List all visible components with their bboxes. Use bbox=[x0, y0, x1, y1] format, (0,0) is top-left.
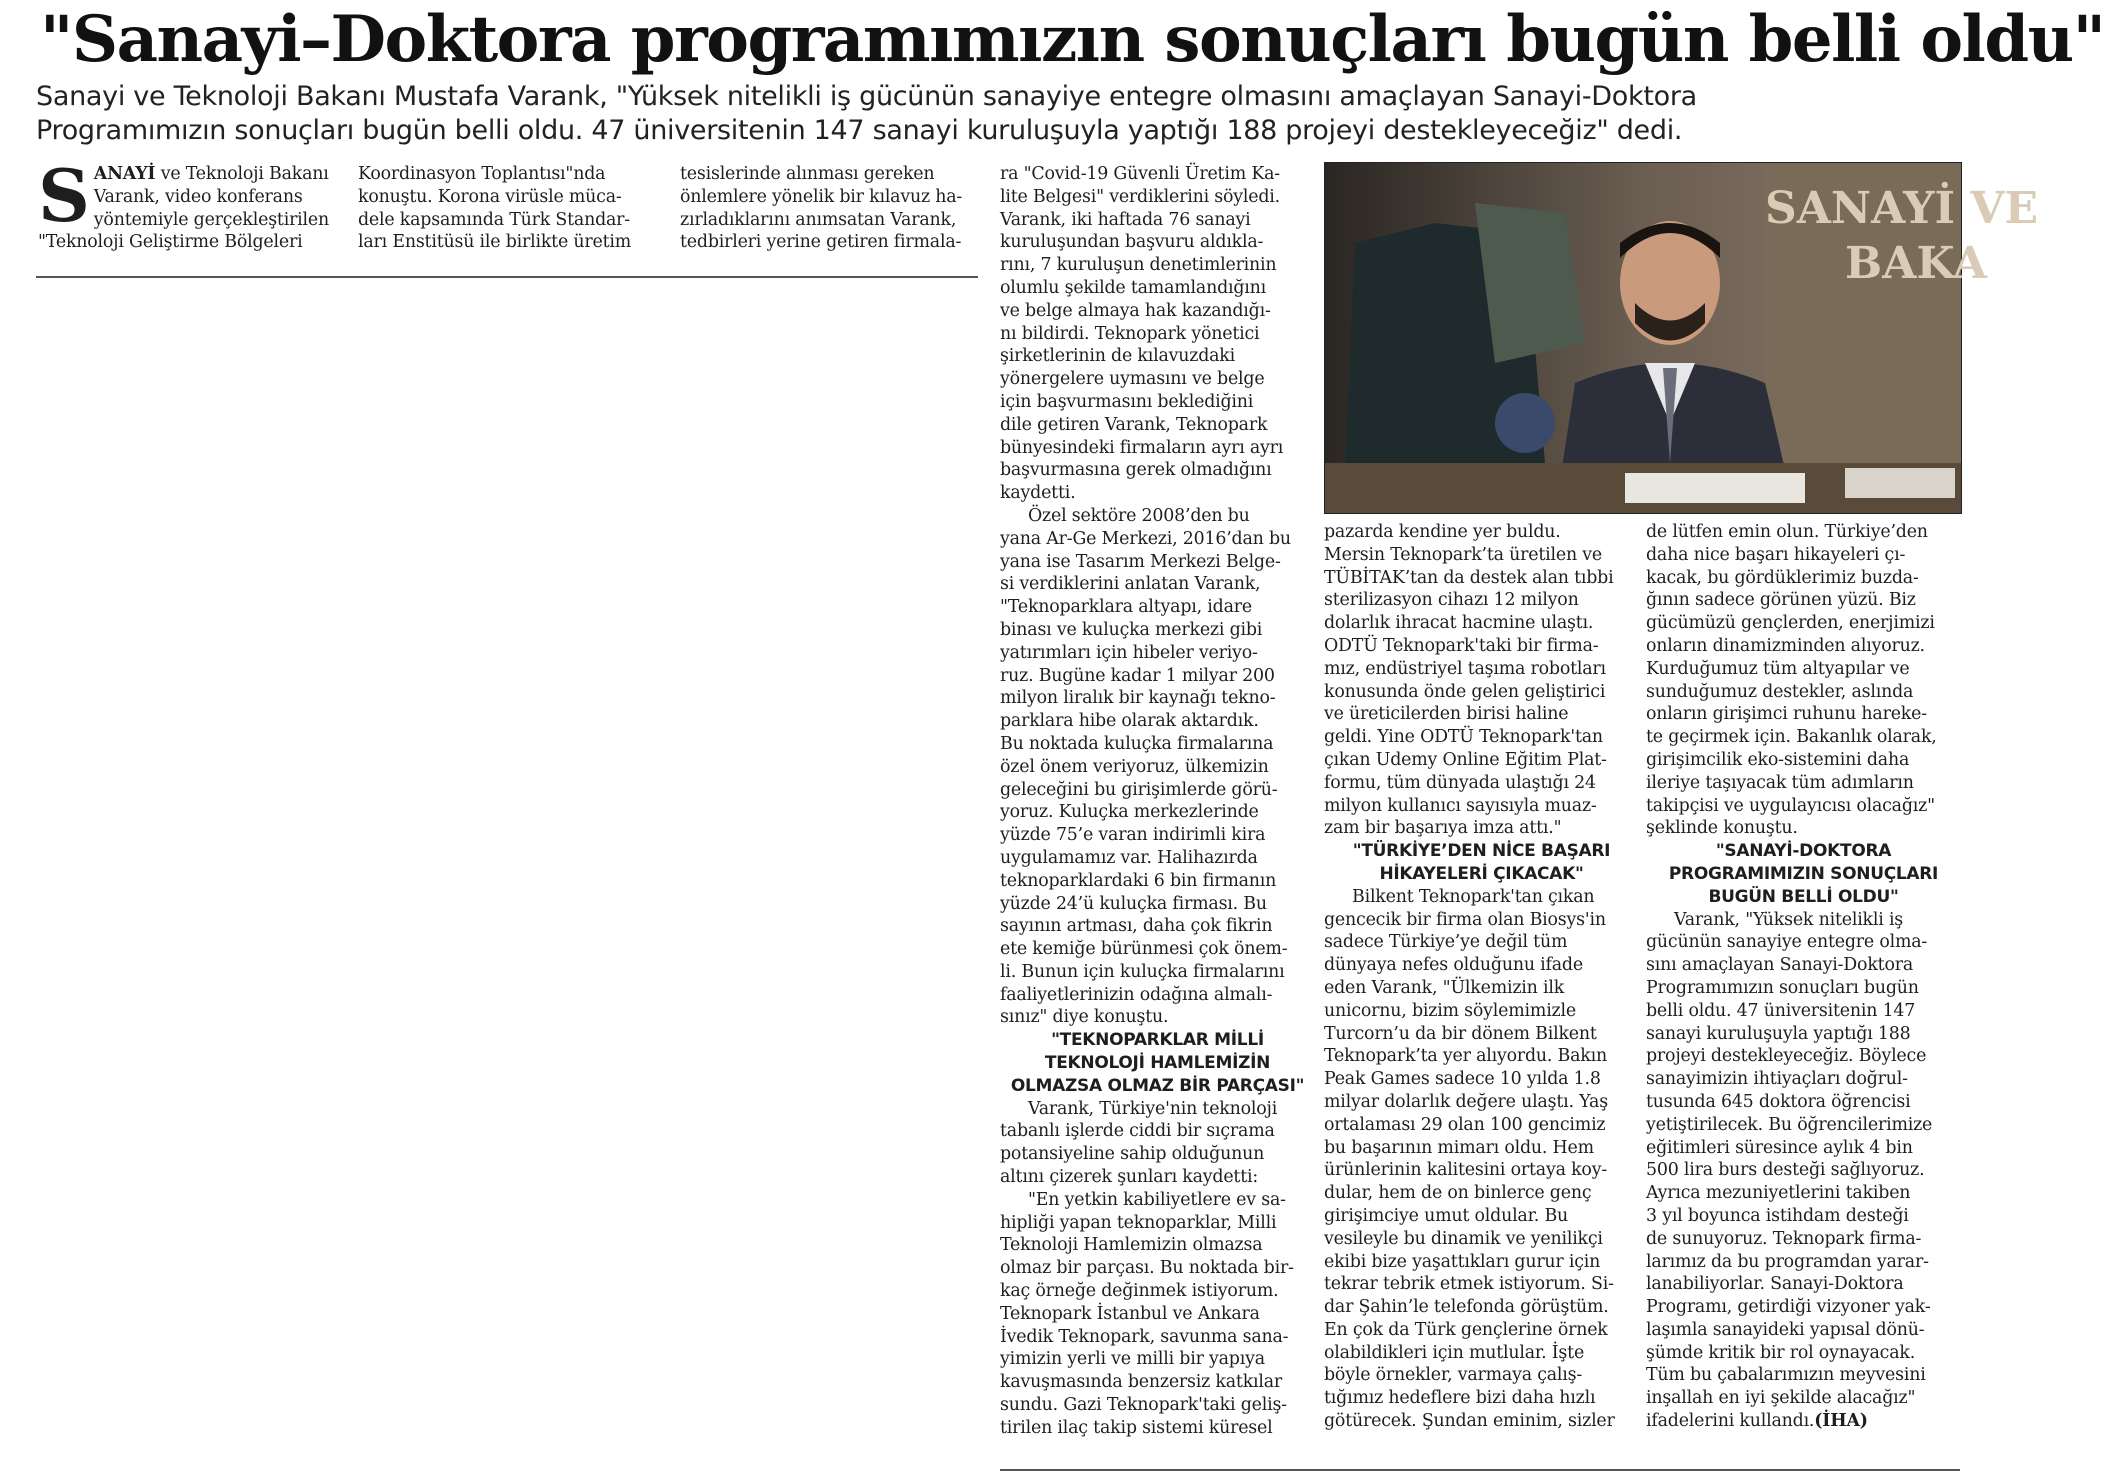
headline: "Sanayi–Doktora programımızın sonuçları bugün belli oldu" bbox=[40, 2, 2104, 77]
text-line: zırladıklarını anımsatan Varank, bbox=[680, 209, 957, 230]
text-line: inşallah en iyi şekilde alacağız" bbox=[1646, 1388, 1916, 1409]
text-line: larımız da bu programdan yarar- bbox=[1646, 1251, 1929, 1272]
text-line: sanayimizin ihtiyaçları doğrul- bbox=[1646, 1069, 1908, 1090]
text-line: kacak, bu gördüklerimiz buzda- bbox=[1646, 567, 1919, 588]
text-line: yetiştirilecek. Bu öğrencilerimize bbox=[1646, 1114, 1933, 1135]
subheading-line: HİKAYELERİ ÇIKACAK" bbox=[1379, 863, 1584, 884]
text-line: "Teknoparklara altyapı, idare bbox=[1000, 597, 1252, 618]
text-line: dular, hem de on binlerce genç bbox=[1324, 1183, 1592, 1204]
text-line: dile getiren Varank, Teknopark bbox=[1000, 414, 1268, 435]
text-line: Programımızın sonuçları bugün bbox=[1646, 977, 1919, 998]
subheading-line: "TÜRKİYE’DEN NİCE BAŞARI bbox=[1352, 841, 1611, 862]
text-line: yatırımları için hibeler veriyo- bbox=[1000, 642, 1258, 663]
subheading-line: TEKNOLOJİ HAMLEMİZİN bbox=[1044, 1053, 1271, 1074]
text-line: teknoparklardaki 6 bin firmanın bbox=[1000, 870, 1277, 891]
text-line: 3 yıl boyunca istihdam desteği bbox=[1646, 1205, 1909, 1226]
text-line: Varank, "Yüksek nitelikli iş bbox=[1674, 909, 1904, 930]
text-line: zam bir başarıya imza attı." bbox=[1324, 818, 1562, 839]
text-line: Bu noktada kuluçka firmalarına bbox=[1000, 733, 1274, 754]
text-line: tesislerinde alınması gereken bbox=[680, 164, 935, 184]
text-line: kavuşmasında benzersiz katkılar bbox=[1000, 1372, 1283, 1393]
text-line: dünyaya nefes olduğunu ifade bbox=[1324, 955, 1583, 976]
text-line: formu, tüm dünyada ulaştığı 24 bbox=[1324, 772, 1596, 793]
text-line: altını çizerek şunları kaydetti: bbox=[1000, 1167, 1259, 1188]
text-line: te geçirmek için. Bakanlık olarak, bbox=[1646, 727, 1937, 748]
text-line: Peak Games sadece 10 yılda 1.8 bbox=[1324, 1069, 1601, 1090]
text-line: dele kapsamında Türk Standar- bbox=[358, 209, 630, 230]
text-line: onların dinamizminden alıyoruz. bbox=[1646, 635, 1925, 656]
bottom-rule bbox=[1000, 1469, 1960, 1471]
column-3 bbox=[680, 163, 980, 254]
text-line: eden Varank, "Ülkemizin ilk bbox=[1324, 977, 1565, 998]
text-line: tirilen ilaç takip sistemi küresel bbox=[1000, 1417, 1273, 1438]
text-line: yana Ar-Ge Merkezi, 2016’dan bu bbox=[1000, 528, 1291, 549]
text-line: için başvurmasını beklediğini bbox=[1000, 391, 1254, 412]
text-line: kuruluşundan başvuru aldıkla- bbox=[1000, 232, 1264, 253]
text-line: lite Belgesi" verdiklerini söyledi. bbox=[1000, 186, 1280, 207]
column-1 bbox=[38, 153, 368, 254]
text-line: ileriye taşıyacak tüm adımların bbox=[1646, 772, 1914, 793]
text-line: tekrar tebrik etmek istiyorum. Si- bbox=[1324, 1274, 1614, 1295]
text-line: yüzde 75’e varan indirimli kira bbox=[1000, 825, 1266, 846]
text-line: yöntemiyle gerçekleştirilen bbox=[93, 209, 329, 230]
column-5 bbox=[1324, 521, 1639, 1433]
text-line: sanayi kuruluşuyla yaptığı 188 bbox=[1646, 1023, 1911, 1044]
text-line: Teknopark İstanbul ve Ankara bbox=[1000, 1303, 1260, 1324]
text-line: sını amaçlayan Sanayi-Doktora bbox=[1646, 955, 1913, 976]
text-line: (İHA) bbox=[1814, 1411, 1868, 1432]
text-line: sunduğumuz destekler, aslında bbox=[1646, 681, 1914, 702]
text-line: yimizin yerli ve milli bir yapıya bbox=[1000, 1349, 1265, 1370]
text-line: böyle örnekler, varmaya çalış- bbox=[1324, 1365, 1583, 1386]
text-line: pazarda kendine yer buldu. bbox=[1324, 522, 1561, 542]
text-line: ekibi bize yaşattıkları gurur için bbox=[1324, 1251, 1601, 1272]
column-6 bbox=[1646, 521, 1961, 1433]
text-line: bünyesindeki firmaların ayrı ayrı bbox=[1000, 437, 1284, 458]
text-line: olabildikleri için mutlular. İşte bbox=[1324, 1342, 1585, 1363]
text-line: onların girişimci ruhunu hareke- bbox=[1646, 704, 1927, 725]
text-line: milyon liralık bir kaynağı tekno- bbox=[1000, 688, 1276, 709]
text-line: Kurduğumuz tüm altyapılar ve bbox=[1646, 658, 1910, 679]
text-line: sterilizasyon cihazı 12 milyon bbox=[1324, 590, 1579, 611]
subheading-line: BUGÜN BELLİ OLDU" bbox=[1708, 886, 1899, 907]
text-line: daha nice başarı hikayeleri çı- bbox=[1646, 544, 1906, 565]
text-line: takipçisi ve uygulayıcısı olacağız" bbox=[1646, 795, 1935, 816]
text-line: Teknoloji Hamlemizin olmazsa bbox=[1000, 1235, 1263, 1256]
text-line: dar Şahin’le telefonda görüştüm. bbox=[1324, 1297, 1609, 1318]
text-line: özel önem veriyoruz, ülkemizin bbox=[1000, 756, 1269, 777]
text-line: kaydetti. bbox=[1000, 483, 1076, 504]
text-line: sayının artması, daha çok fikrin bbox=[1000, 916, 1273, 937]
text-line: geleceğini bu girişimlerde görü- bbox=[1000, 779, 1278, 800]
text-line: ve Teknoloji Bakanı bbox=[155, 164, 329, 184]
text-line: yüzde 24’ü kuluçka firması. Bu bbox=[1000, 893, 1267, 914]
deck-line: Programımızın sonuçları bugün belli oldu. 47 üniversitenin 147 sanayi kuruluşuyla yaptığı 188 projeyi destekleyeceğiz" dedi. bbox=[36, 115, 1683, 146]
text-line: Turcorn’u da bir dönem Bilkent bbox=[1324, 1023, 1597, 1044]
wall-sign-line2: BAKA bbox=[1845, 238, 1987, 289]
text-line: Varank, Türkiye'nin teknoloji bbox=[1028, 1098, 1278, 1119]
text-line: ortalaması 29 olan 100 gencimiz bbox=[1324, 1114, 1606, 1135]
text-line: potansiyeline sahip olduğunun bbox=[1000, 1144, 1265, 1165]
text-line: İvedik Teknopark, savunma sana- bbox=[1000, 1326, 1289, 1347]
lead-word: ANAYİ bbox=[93, 164, 156, 184]
text-line: dolarlık ihracat hacmine ulaştı. bbox=[1324, 613, 1594, 634]
text-line: li. Bunun için kuluçka firmalarını bbox=[1000, 961, 1285, 982]
text-line: de sunuyoruz. Teknopark firma- bbox=[1646, 1228, 1922, 1249]
text-line: tusunda 645 doktora öğrencisi bbox=[1646, 1091, 1911, 1112]
text-line: bu başarının mimarı oldu. Hem bbox=[1324, 1137, 1594, 1158]
text-line: mız, endüstriyel taşıma robotları bbox=[1324, 658, 1606, 679]
text-line: Teknopark’ta yer alıyordu. Bakın bbox=[1324, 1046, 1608, 1067]
text-line: ruz. Bugüne kadar 1 milyar 200 bbox=[1000, 665, 1275, 686]
subheading-line: OLMAZSA OLMAZ BİR PARÇASI" bbox=[1010, 1075, 1305, 1096]
text-line: Özel sektöre 2008’den bu bbox=[1028, 505, 1250, 526]
text-line: 500 lira burs desteği sağlıyoruz. bbox=[1646, 1160, 1925, 1181]
text-line: Koordinasyon Toplantısı"nda bbox=[358, 164, 606, 184]
text-line: "Teknoloji Geliştirme Bölgeleri bbox=[38, 232, 303, 253]
text-line: ete kemiğe bürünmesi çok önem- bbox=[1000, 939, 1288, 960]
text-line: En çok da Türk gençlerine örnek bbox=[1324, 1319, 1608, 1340]
section-rule bbox=[36, 276, 978, 278]
deck bbox=[36, 80, 1936, 148]
text-line: şümde kritik bir rol oynayacak. bbox=[1646, 1342, 1916, 1363]
text-line: ve belge almaya hak kazandığı- bbox=[1000, 300, 1271, 321]
text-line: Programı, getirdiği vizyoner yak- bbox=[1646, 1297, 1931, 1318]
text-line: Varank, iki haftada 76 sanayi bbox=[1000, 209, 1251, 230]
text-line: yönergelere uymasını ve belge bbox=[1000, 369, 1265, 390]
text-line: girişimciye umut oldular. Bu bbox=[1324, 1205, 1569, 1226]
text-line: Varank, video konferans bbox=[93, 186, 303, 207]
text-line: nı bildirdi. Teknopark yönetici bbox=[1000, 323, 1260, 344]
text-line: girişimcilik eko-sistemini daha bbox=[1646, 749, 1910, 770]
text-line: tedbirleri yerine getiren firmala- bbox=[680, 232, 962, 253]
text-line: si verdiklerini anlatan Varank, bbox=[1000, 574, 1261, 595]
text-line: sundu. Gazi Teknopark'taki geliş- bbox=[1000, 1395, 1287, 1416]
text-line: tabanlı işlerde ciddi bir sıçrama bbox=[1000, 1121, 1275, 1142]
text-line: binası ve kuluçka merkezi gibi bbox=[1000, 619, 1263, 640]
text-line: "En yetkin kabiliyetlere ev sa- bbox=[1028, 1189, 1286, 1210]
text-line: projeyi destekleyeceğiz. Böylece bbox=[1646, 1046, 1927, 1067]
column-4 bbox=[1000, 163, 1315, 1440]
text-line: önlemlere yönelik bir kılavuz ha- bbox=[680, 186, 963, 207]
text-line: çıkan Udemy Online Eğitim Plat- bbox=[1324, 749, 1607, 770]
text-line: yoruz. Kuluçka merkezlerinde bbox=[1000, 802, 1259, 823]
text-line: lanabiliyorlar. Sanayi-Doktora bbox=[1646, 1274, 1904, 1295]
text-line: yana ise Tasarım Merkezi Belge- bbox=[1000, 551, 1281, 572]
text-line: götürecek. Şundan eminim, sizler bbox=[1324, 1411, 1615, 1432]
text-line: şeklinde konuştu. bbox=[1646, 818, 1798, 839]
text-line: eğitimleri süresince aylık 4 bin bbox=[1646, 1137, 1913, 1158]
subheading-line: PROGRAMIMIZIN SONUÇLARI bbox=[1668, 863, 1939, 884]
drop-cap: S bbox=[38, 153, 90, 238]
text-line: ve üreticilerden birisi haline bbox=[1324, 704, 1569, 725]
text-line: gücümüzü gençlerden, enerjimizi bbox=[1646, 613, 1935, 634]
text-line: konuştu. Korona virüsle müca- bbox=[358, 186, 622, 207]
photo-minister bbox=[1324, 162, 2039, 514]
text-line: tığımız hedeflere bizi daha hızlı bbox=[1324, 1388, 1596, 1409]
text-line: milyar dolarlık değere ulaştı. Yaş bbox=[1324, 1091, 1608, 1112]
text-line: Mersin Teknopark’ta üretilen ve bbox=[1324, 544, 1602, 565]
text-line: ifadelerini kullandı. bbox=[1646, 1411, 1815, 1432]
text-line: kaç örneğe değinmek istiyorum. bbox=[1000, 1281, 1279, 1302]
text-line: gücünün sanayiye entegre olma- bbox=[1646, 932, 1928, 953]
text-line: laşımla sanayideki yapısal dönü- bbox=[1646, 1319, 1925, 1340]
text-line: unicornu, bizim söylemimizle bbox=[1324, 1000, 1576, 1021]
text-line: de lütfen emin olun. Türkiye’den bbox=[1646, 522, 1928, 542]
text-line: parklara hibe olarak aktardık. bbox=[1000, 711, 1259, 732]
text-line: ODTÜ Teknopark'taki bir firma- bbox=[1324, 635, 1599, 656]
text-line: olmaz bir parçası. Bu noktada bir- bbox=[1000, 1258, 1294, 1279]
photo-image bbox=[1325, 163, 2039, 513]
text-line: ğının sadece görünen yüzü. Biz bbox=[1646, 590, 1916, 611]
text-line: hipliği yapan teknoparklar, Milli bbox=[1000, 1212, 1277, 1233]
text-line: şirketlerinin de kılavuzdaki bbox=[1000, 346, 1236, 367]
subheading-line: "SANAYİ-DOKTORA bbox=[1715, 841, 1892, 862]
deck-line: Sanayi ve Teknoloji Bakanı Mustafa Varank, "Yüksek nitelikli iş gücünün sanayiye entegre olmasını amaçlayan Sanayi-Doktora bbox=[36, 81, 1697, 112]
column-2 bbox=[358, 163, 658, 254]
text-line: konusunda önde gelen geliştirici bbox=[1324, 681, 1606, 702]
text-line: uygulamamız var. Halihazırda bbox=[1000, 847, 1258, 868]
text-line: vesileyle bu dinamik ve yenilikçi bbox=[1324, 1228, 1603, 1249]
text-line: rını, 7 kuruluşun denetimlerinin bbox=[1000, 255, 1277, 276]
subheading-line: "TEKNOPARKLAR MİLLİ bbox=[1051, 1030, 1264, 1051]
text-line: ra "Covid-19 Güvenli Üretim Ka- bbox=[1000, 164, 1280, 184]
text-line: başvurmasına gerek olmadığını bbox=[1000, 460, 1272, 481]
text-line: Bilkent Teknopark'tan çıkan bbox=[1352, 886, 1595, 907]
text-line: olumlu şekilde tamamlandığını bbox=[1000, 277, 1267, 298]
text-line: faaliyetlerinizin odağına almalı- bbox=[1000, 984, 1273, 1005]
text-line: sınız" diye konuştu. bbox=[1000, 1007, 1169, 1028]
text-line: Tüm bu çabalarımızın meyvesini bbox=[1646, 1365, 1926, 1386]
text-line: gencecik bir firma olan Biosys'in bbox=[1324, 909, 1606, 930]
text-line: ları Enstitüsü ile birlikte üretim bbox=[358, 232, 632, 253]
text-line: TÜBİTAK’tan da destek alan tıbbi bbox=[1324, 567, 1614, 588]
text-line: ürünlerinin kalitesini ortaya koy- bbox=[1324, 1160, 1607, 1181]
text-line: milyon kullanıcı sayısıyla muaz- bbox=[1324, 795, 1597, 816]
text-line: sadece Türkiye’ye değil tüm bbox=[1324, 932, 1568, 953]
text-line: belli oldu. 47 üniversitenin 147 bbox=[1646, 1000, 1916, 1021]
text-line: geldi. Yine ODTÜ Teknopark'tan bbox=[1324, 727, 1603, 748]
wall-sign-line1: SANAYİ VE bbox=[1765, 183, 2039, 234]
text-line: Ayrıca mezuniyetlerini takiben bbox=[1646, 1183, 1911, 1204]
